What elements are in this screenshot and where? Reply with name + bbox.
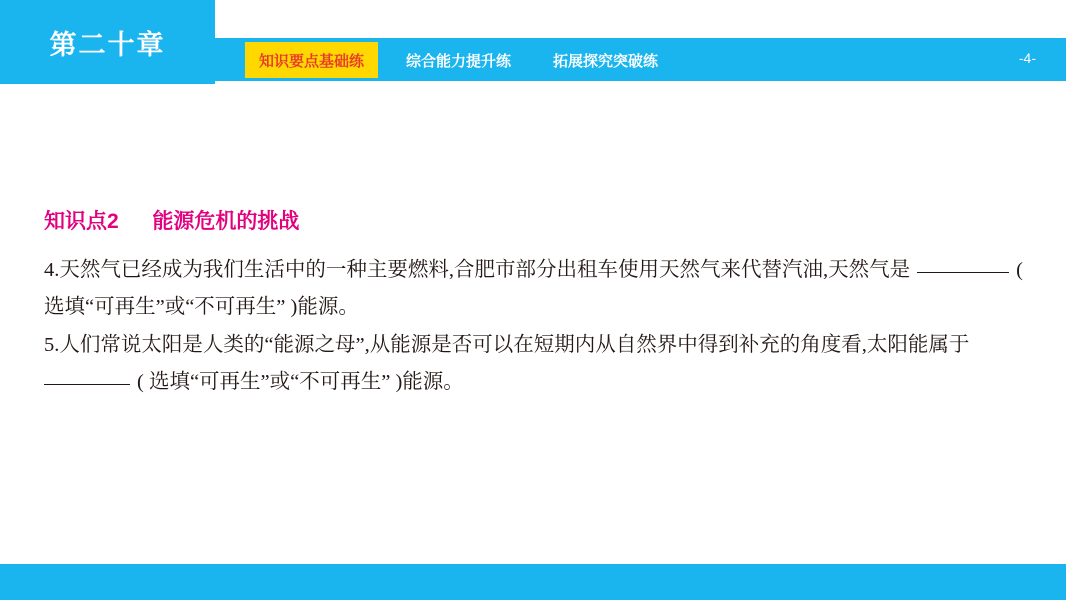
tab-comprehensive-practice-label: 综合能力提升练: [406, 52, 512, 70]
tab-comprehensive-practice[interactable]: [392, 42, 525, 78]
header-bar: [0, 0, 1066, 84]
question-item-4: [44, 252, 1029, 326]
chapter-title: 第二十章: [49, 29, 166, 60]
knowledge-point-prefix: 知识点2: [44, 210, 119, 233]
tab-extension-practice-label: 拓展探究突破练: [553, 52, 659, 70]
nav-tabs: [245, 42, 672, 78]
knowledge-point-heading: [44, 205, 299, 235]
question-4-answer-blank[interactable]: [917, 272, 1009, 273]
tab-basic-practice-label: 知识要点基础练: [259, 52, 365, 70]
footer-bar: [0, 564, 1066, 600]
slide-content: [0, 84, 1066, 564]
page-number: -4-: [1018, 50, 1036, 66]
tab-extension-practice[interactable]: [539, 42, 672, 78]
question-4-text-part2: ( 选填“可再生”或“不可再生” )能源。: [44, 259, 1023, 318]
question-4-text-part1: 天然气已经成为我们生活中的一种主要燃料,合肥市部分出租车使用天然气来代替汽油,天然气是: [59, 259, 911, 281]
chapter-block: [0, 0, 215, 84]
question-5-number: 5.: [44, 334, 60, 356]
question-5-answer-blank[interactable]: [44, 384, 130, 385]
question-4-number: 4.: [44, 259, 60, 281]
question-5-text-part1: 人们常说太阳是人类的“能源之母”,从能源是否可以在短期内从自然界中得到补充的角度看,太阳能属于: [59, 334, 970, 356]
knowledge-point-title: 能源危机的挑战: [152, 210, 300, 233]
tab-basic-practice[interactable]: [245, 42, 378, 78]
question-5-text-part2: ( 选填“可再生”或“不可再生” )能源。: [137, 371, 464, 393]
question-item-5: [44, 327, 1029, 401]
